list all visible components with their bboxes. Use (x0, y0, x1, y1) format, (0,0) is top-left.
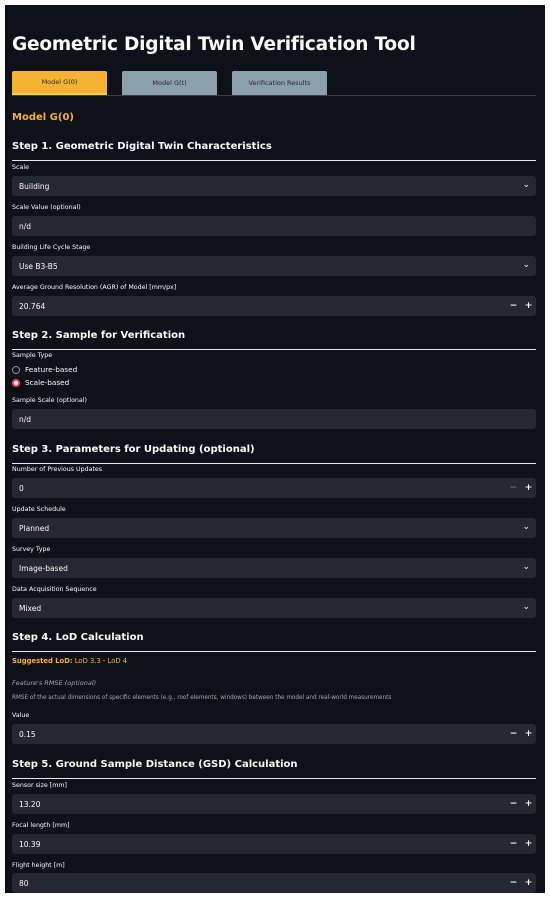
step5-heading: Step 5. Ground Sample Distance (GSD) Calculation (12, 759, 298, 770)
flight-height-value: 80 (19, 878, 29, 888)
radio-off-icon (12, 366, 20, 374)
step1-heading: Step 1. Geometric Digital Twin Characteristics (12, 141, 272, 152)
suggested-lod (12, 657, 127, 665)
rmse-number-input[interactable] (12, 724, 536, 744)
radio-label: Scale-based (25, 378, 70, 387)
rmse-title: Feature's RMSE (optional) (12, 679, 97, 687)
decrement-button[interactable]: − (509, 839, 518, 849)
step2-heading: Step 2. Sample for Verification (12, 330, 186, 341)
step4-heading: Step 4. LoD Calculation (12, 632, 144, 643)
stepper (506, 478, 536, 498)
divider (12, 160, 536, 161)
sample-scale-value: n/d (19, 414, 32, 424)
model-heading: Model G(0) (12, 112, 74, 123)
decrement-button[interactable]: − (509, 483, 518, 493)
scale-value-label: Scale Value (optional) (12, 204, 81, 211)
focal-length-number-input[interactable] (12, 834, 536, 854)
stepper (506, 296, 536, 316)
increment-button[interactable]: + (524, 878, 533, 888)
data-acq-label: Data Acquisition Sequence (12, 586, 97, 593)
radio-scale-based[interactable] (12, 378, 69, 387)
scale-label: Scale (12, 164, 29, 171)
tab-model-gt[interactable]: Model G(t) (122, 71, 217, 95)
divider (12, 778, 536, 779)
sensor-size-number-input[interactable] (12, 794, 536, 814)
survey-type-select[interactable] (12, 558, 536, 578)
flight-height-number-input[interactable] (12, 873, 536, 893)
chevron-down-icon: ⌄ (522, 602, 530, 612)
stepper (506, 724, 536, 744)
stepper (506, 794, 536, 814)
divider (12, 651, 536, 652)
prev-updates-value: 0 (19, 483, 24, 493)
divider (12, 349, 536, 350)
survey-type-value: Image-based (19, 563, 68, 573)
rmse-value: 0.15 (19, 729, 36, 739)
step3-heading: Step 3. Parameters for Updating (optional) (12, 444, 255, 455)
sample-type-label: Sample Type (12, 352, 53, 359)
decrement-button[interactable]: − (509, 878, 518, 888)
life-cycle-select[interactable] (12, 256, 536, 276)
increment-button[interactable]: + (524, 839, 533, 849)
focal-length-value: 10.39 (19, 839, 41, 849)
decrement-button[interactable]: − (509, 301, 518, 311)
sensor-size-label: Sensor size [mm] (12, 782, 67, 789)
page-title: Geometric Digital Twin Verification Tool (12, 34, 416, 55)
decrement-button[interactable]: − (509, 799, 518, 809)
stepper (506, 873, 536, 893)
rmse-value-label: Value (12, 712, 30, 719)
tab-model-g0[interactable]: Model G(0) (12, 71, 107, 95)
divider (12, 463, 536, 464)
chevron-down-icon: ⌄ (522, 522, 530, 532)
decrement-button[interactable]: − (509, 729, 518, 739)
agr-label: Average Ground Resolution (AGR) of Model [mm/px] (12, 284, 177, 291)
focal-length-label: Focal length [mm] (12, 822, 70, 829)
update-schedule-value: Planned (19, 523, 50, 533)
stepper (506, 834, 536, 854)
tab-verification-results[interactable]: Verification Results (232, 71, 327, 95)
survey-type-label: Survey Type (12, 546, 51, 553)
flight-height-label: Flight height [m] (12, 862, 65, 869)
update-schedule-label: Update Schedule (12, 506, 66, 513)
agr-value: 20.764 (19, 301, 46, 311)
agr-number-input[interactable] (12, 296, 536, 316)
sample-scale-input[interactable] (12, 409, 536, 429)
app-window (5, 5, 545, 893)
prev-updates-label: Number of Previous Updates (12, 466, 103, 473)
suggested-lod-label: Suggested LoD: (12, 657, 73, 665)
data-acq-value: Mixed (19, 603, 42, 613)
chevron-down-icon: ⌄ (522, 260, 530, 270)
scale-value-text: n/d (19, 221, 32, 231)
update-schedule-select[interactable] (12, 518, 536, 538)
scale-value-input[interactable] (12, 216, 536, 236)
rmse-caption: RMSE of the actual dimensions of specific elements (e.g., roof elements, windows) between the model and real-world measurements (12, 695, 392, 701)
chevron-down-icon: ⌄ (522, 180, 530, 190)
increment-button[interactable]: + (524, 799, 533, 809)
life-cycle-value: Use B3-B5 (19, 261, 58, 271)
radio-label: Feature-based (25, 365, 78, 374)
radio-feature-based[interactable] (12, 365, 77, 374)
sensor-size-value: 13.20 (19, 799, 41, 809)
radio-on-icon (12, 379, 20, 387)
increment-button[interactable]: + (524, 729, 533, 739)
prev-updates-number-input[interactable] (12, 478, 536, 498)
increment-button[interactable]: + (524, 483, 533, 493)
increment-button[interactable]: + (524, 301, 533, 311)
scale-value: Building (19, 181, 50, 191)
data-acq-select[interactable] (12, 598, 536, 618)
life-cycle-label: Building Life Cycle Stage (12, 244, 91, 251)
chevron-down-icon: ⌄ (522, 562, 530, 572)
sample-scale-label: Sample Scale (optional) (12, 397, 87, 404)
scale-select[interactable] (12, 176, 536, 196)
suggested-lod-value: LoD 3.3 - LoD 4 (72, 657, 128, 665)
tab-bar (12, 71, 536, 96)
